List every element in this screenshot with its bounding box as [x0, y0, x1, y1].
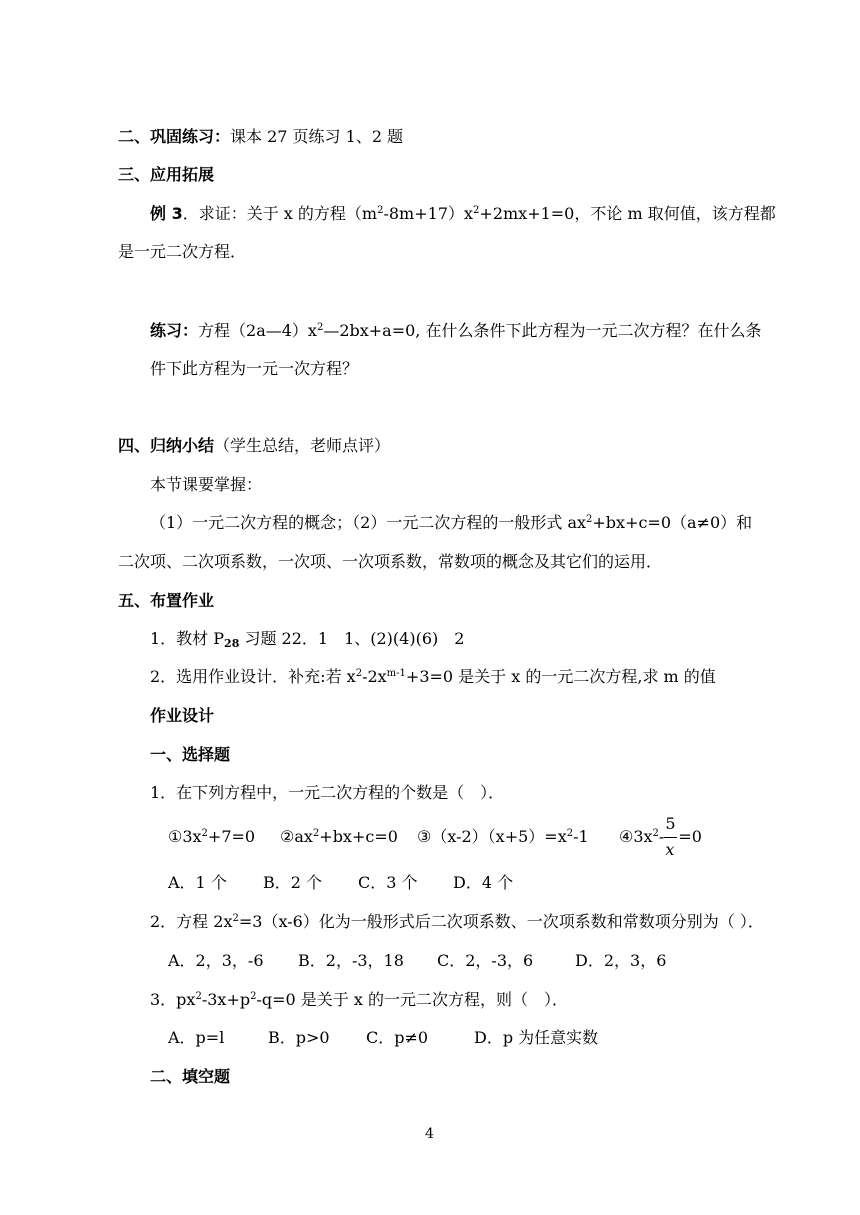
practice-label: 练习： — [150, 321, 199, 340]
homework-2-text-a: 2．选用作业设计．补充:若 x — [150, 667, 356, 686]
summary-line2: 二次项、二次项系数，一次项、一次项系数，常数项的概念及其它们的运用． — [118, 552, 663, 571]
question-1-stem: 1．在下列方程中，一元二次方程的个数是（ ）． — [150, 783, 505, 802]
equation-4: $④3x^2-$ $\frac{5}{x}$ =0 — [619, 813, 702, 859]
option-b: B．2，-3，18 — [298, 951, 404, 970]
fraction-bar — [664, 837, 677, 838]
practice-text-2: —2bx+a=0, 在什么条件下此方程为一元二次方程？在什么条 — [323, 321, 762, 340]
section-2-line — [118, 126, 403, 148]
equation-1: $①3x^2+7=0$ — [168, 827, 256, 846]
question-3-stem: 3．$px^2-3x+p^2-q=0$ 是关于 x 的一元二次方程，则（ ）． — [150, 990, 568, 1009]
question-2-options — [168, 950, 666, 972]
section-4-text: （学生总结，老师点评） — [214, 436, 391, 455]
option-c: C．3 个 — [358, 873, 418, 892]
example-3-text-2: -8m+17）x — [383, 204, 474, 223]
practice-line1 — [150, 320, 761, 342]
equation-2: $②ax^2+bx+c=0$ — [280, 827, 398, 846]
option-d: D．p 为任意实数 — [474, 1028, 599, 1047]
option-d: D．4 个 — [453, 873, 514, 892]
summary-text-1a: （1）一元二次方程的概念；（2）一元二次方程的一般形式 ax — [150, 513, 587, 532]
homework-1-text-b: 习题 22．1 1、(2)(4)(6) 2 — [239, 629, 465, 648]
option-a: A．1 个 — [168, 873, 227, 892]
example-3-line2: 是一元二次方程． — [118, 242, 247, 261]
fraction — [664, 813, 678, 859]
section-3-heading: 三、应用拓展 — [118, 165, 215, 184]
question-1-options — [168, 872, 513, 894]
question-1-equations — [168, 813, 702, 859]
superscript: 2 — [377, 205, 384, 216]
homework-2-text-b: -2x — [362, 667, 387, 686]
summary-text-1b: +bx+c=0（a≠0）和 — [592, 513, 753, 532]
superscript: 2 — [473, 205, 480, 216]
choice-heading: 一、选择题 — [150, 745, 231, 764]
example-3-line1 — [150, 203, 776, 225]
question-2-stem: 2．方程 $2x^2=3(x-6)$化为一般形式后二次项系数、一次项系数和常数项分别为（ ）． — [150, 912, 764, 931]
superscript: m-1 — [386, 668, 406, 679]
superscript: 2 — [355, 668, 363, 679]
example-3-label: 例 3 — [150, 204, 183, 223]
example-3-text-3: +2mx+1=0，不论 m 取何值，该方程都 — [479, 204, 776, 223]
section-2-text: 课本 27 页练习 1、2 题 — [230, 127, 404, 146]
superscript: 2 — [316, 322, 324, 333]
question-3-options — [168, 1027, 598, 1049]
option-a: A．2，3，-6 — [168, 951, 264, 970]
option-a: A．p=l — [168, 1028, 225, 1047]
page-number: 4 — [425, 1126, 434, 1142]
homework-2-text-c: +3=0 是关于 x 的一元二次方程,求 m 的值 — [405, 667, 716, 686]
section-4-line — [118, 435, 390, 457]
fraction-denominator: x — [665, 839, 675, 859]
section-2-heading: 二、巩固练习： — [118, 127, 231, 146]
example-3-text-1: ．求证：关于 x 的方程（m — [182, 204, 378, 223]
practice-text-1: 方程（2a—4）x — [198, 321, 317, 340]
option-c: C．p≠0 — [366, 1028, 429, 1047]
homework-1-text-a: 1．教材 P — [150, 629, 225, 648]
option-d: D．2，3，6 — [575, 951, 667, 970]
summary-line1 — [150, 512, 752, 534]
subscript: 28 — [224, 637, 240, 650]
homework-design-heading: 作业设计 — [150, 706, 215, 725]
equation-3: $③(x-2)(x+5)=x^2-1$ — [417, 827, 589, 846]
option-c: C．2，-3，6 — [437, 951, 534, 970]
fill-in-heading: 二、填空题 — [150, 1067, 231, 1086]
section-4-heading: 四、归纳小结 — [118, 436, 215, 455]
section-5-heading: 五、布置作业 — [118, 591, 215, 610]
practice-line2: 件下此方程为一元一次方程？ — [150, 359, 359, 378]
superscript: 2 — [586, 514, 593, 525]
homework-2 — [150, 666, 716, 688]
option-b: B．p>0 — [268, 1028, 330, 1047]
option-b: B．2 个 — [263, 873, 323, 892]
fraction-numerator: 5 — [665, 813, 676, 833]
summary-intro: 本节课要掌握： — [150, 475, 263, 494]
homework-1 — [150, 628, 464, 650]
